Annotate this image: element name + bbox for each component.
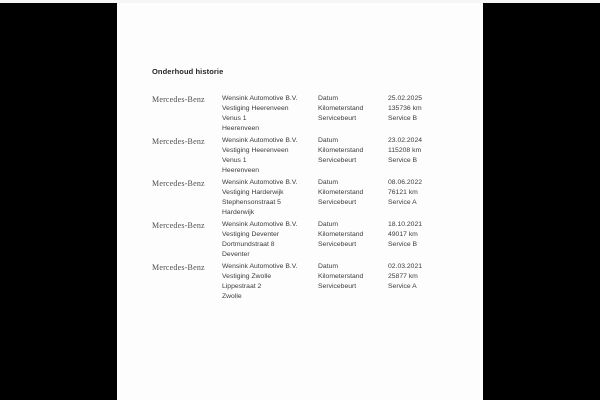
mileage-value: 25877 km — [388, 273, 418, 280]
maintenance-entry-row — [117, 94, 483, 136]
mercedes-benz-wordmark: Mercedes-Benz — [152, 95, 205, 104]
date-label: Datum — [318, 95, 339, 102]
maintenance-entry-row — [117, 136, 483, 178]
dealer-branch: Vestiging Heerenveen — [222, 147, 289, 154]
entry-values-block — [388, 136, 422, 166]
mercedes-benz-wordmark: Mercedes-Benz — [152, 221, 205, 230]
entry-labels-block — [318, 220, 363, 250]
service-label: Servicebeurt — [318, 199, 357, 206]
mercedes-benz-wordmark: Mercedes-Benz — [152, 179, 205, 188]
dealer-street: Dortmundstraat 8 — [222, 241, 275, 248]
dealer-street: Lippestraat 2 — [222, 283, 262, 290]
dealer-city: Deventer — [222, 251, 250, 258]
dealer-address-block — [222, 178, 298, 218]
dealer-address-block — [222, 94, 298, 134]
entry-values-block — [388, 220, 422, 250]
dealer-address-block — [222, 262, 298, 302]
service-value: Service B — [388, 115, 418, 122]
mileage-label: Kilometerstand — [318, 231, 364, 238]
page-title: Onderhoud historie — [152, 67, 224, 76]
mileage-value: 115208 km — [388, 147, 422, 154]
maintenance-entry-row — [117, 178, 483, 220]
entry-labels-block — [318, 178, 363, 208]
entry-labels-block — [318, 94, 363, 124]
dealer-name: Wensink Automotive B.V. — [222, 263, 298, 270]
date-label: Datum — [318, 221, 339, 228]
service-value: Service A — [388, 199, 417, 206]
service-label: Servicebeurt — [318, 115, 357, 122]
date-label: Datum — [318, 263, 339, 270]
dealer-name: Wensink Automotive B.V. — [222, 95, 298, 102]
service-label: Servicebeurt — [318, 157, 357, 164]
mileage-label: Kilometerstand — [318, 147, 364, 154]
mileage-value: 49017 km — [388, 231, 418, 238]
dealer-street: Venus 1 — [222, 157, 247, 164]
dealer-street: Stephensonstraat 5 — [222, 199, 281, 206]
maintenance-entry-row — [117, 220, 483, 262]
mileage-label: Kilometerstand — [318, 105, 364, 112]
mileage-label: Kilometerstand — [318, 189, 364, 196]
date-value: 02.03.2021 — [388, 263, 423, 270]
service-label: Servicebeurt — [318, 283, 357, 290]
dealer-branch: Vestiging Heerenveen — [222, 105, 289, 112]
dealer-name: Wensink Automotive B.V. — [222, 179, 298, 186]
letterbox-right — [483, 3, 600, 400]
dealer-city: Heerenveen — [222, 167, 260, 174]
dealer-name: Wensink Automotive B.V. — [222, 221, 298, 228]
entry-values-block — [388, 178, 422, 208]
dealer-name: Wensink Automotive B.V. — [222, 137, 298, 144]
mercedes-benz-wordmark: Mercedes-Benz — [152, 263, 205, 272]
dealer-city: Zwolle — [222, 293, 242, 300]
mileage-value: 76121 km — [388, 189, 418, 196]
dealer-branch: Vestiging Deventer — [222, 231, 280, 238]
date-label: Datum — [318, 179, 339, 186]
mileage-label: Kilometerstand — [318, 273, 364, 280]
mercedes-benz-wordmark: Mercedes-Benz — [152, 137, 205, 146]
mileage-value: 135736 km — [388, 105, 422, 112]
history-rows — [117, 3, 483, 400]
date-value: 18.10.2021 — [388, 221, 423, 228]
dealer-address-block — [222, 136, 298, 176]
maintenance-history-page — [117, 3, 483, 400]
service-value: Service B — [388, 157, 418, 164]
entry-values-block — [388, 262, 422, 292]
letterbox-left — [0, 3, 117, 400]
entry-labels-block — [318, 136, 363, 166]
dealer-city: Harderwijk — [222, 209, 255, 216]
date-value: 23.02.2024 — [388, 137, 423, 144]
date-value: 25.02.2025 — [388, 95, 423, 102]
maintenance-entry-row — [117, 262, 483, 304]
service-label: Servicebeurt — [318, 241, 357, 248]
date-value: 08.06.2022 — [388, 179, 423, 186]
dealer-branch: Vestiging Zwolle — [222, 273, 272, 280]
service-value: Service B — [388, 241, 418, 248]
dealer-street: Venus 1 — [222, 115, 247, 122]
dealer-address-block — [222, 220, 298, 260]
dealer-branch: Vestiging Harderwijk — [222, 189, 284, 196]
date-label: Datum — [318, 137, 339, 144]
entry-labels-block — [318, 262, 363, 292]
dealer-city: Heerenveen — [222, 125, 260, 132]
entry-values-block — [388, 94, 422, 124]
service-value: Service A — [388, 283, 417, 290]
